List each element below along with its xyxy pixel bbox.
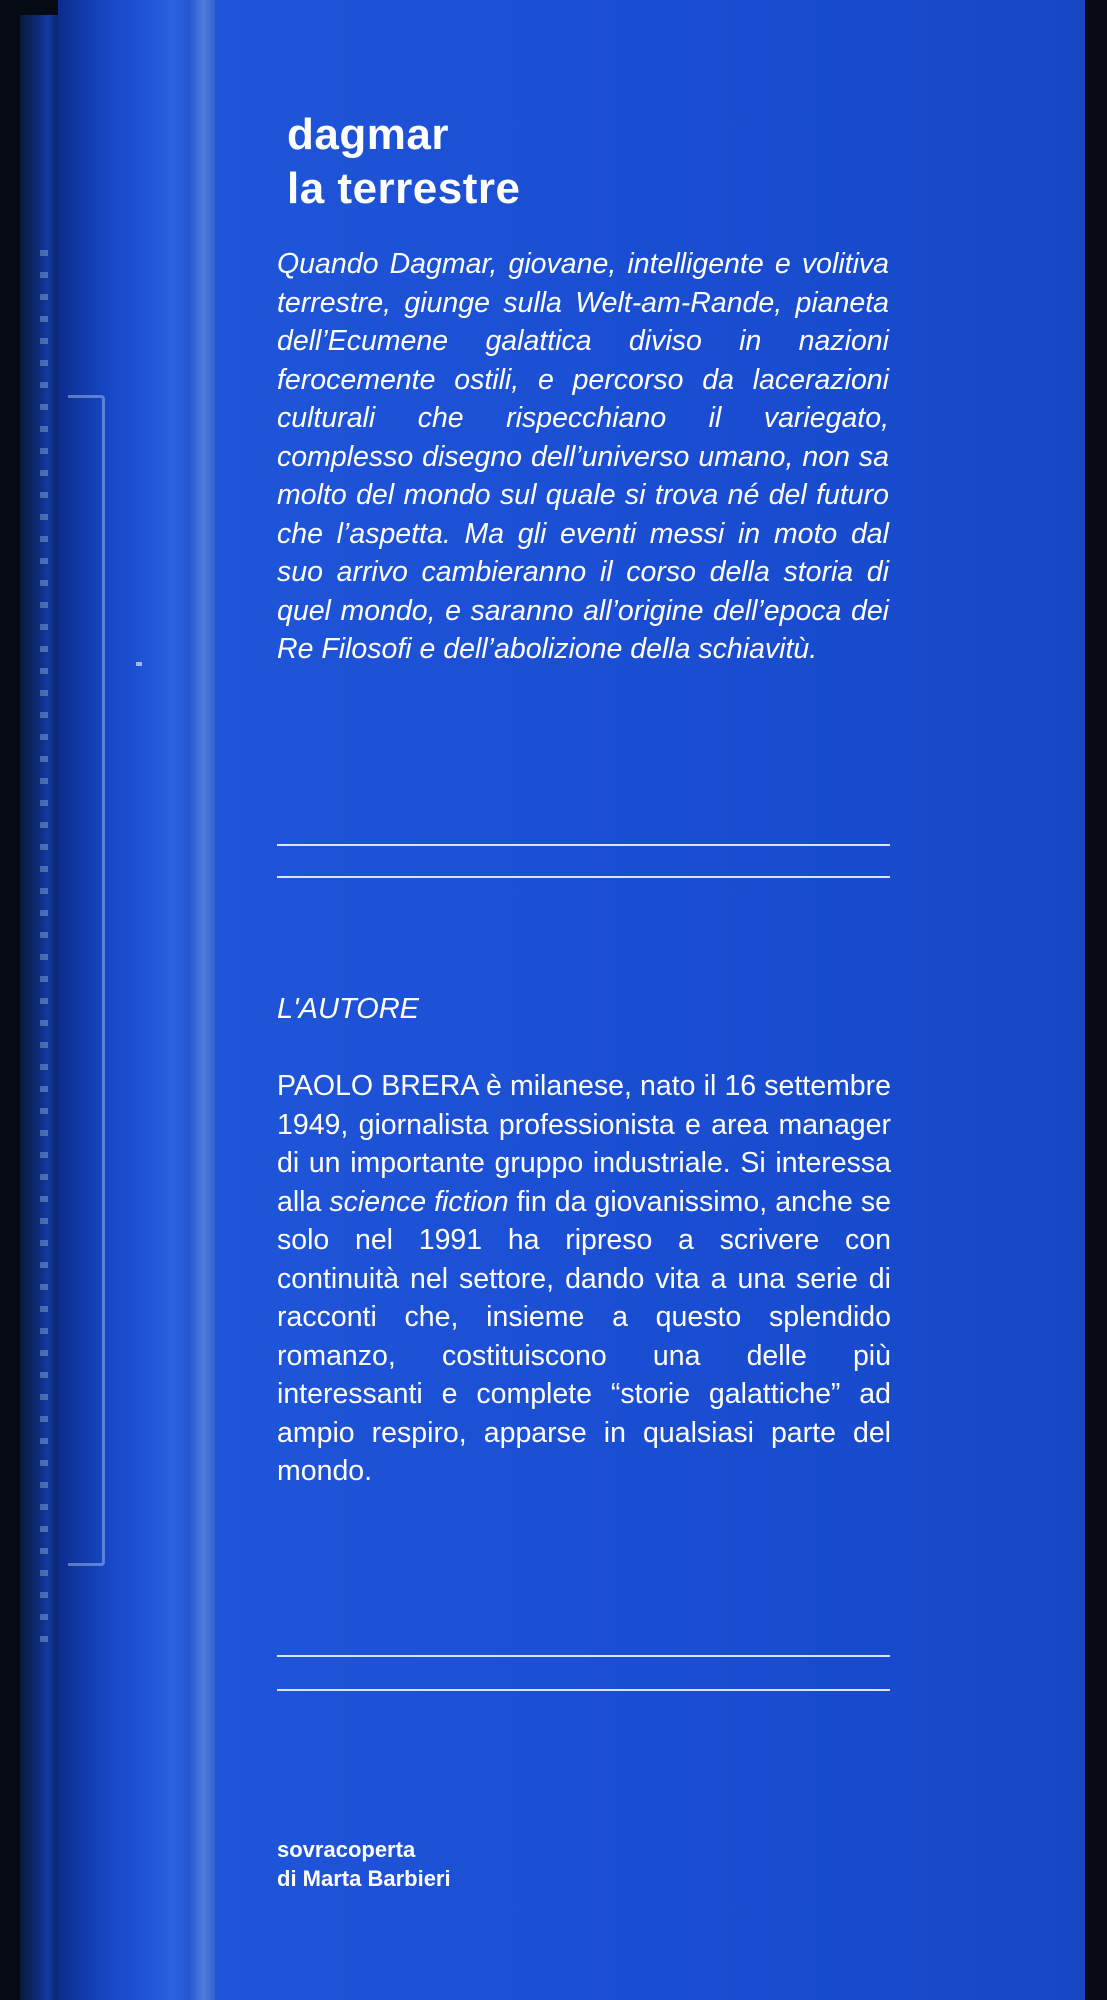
divider-rule [277, 844, 890, 846]
author-bio [277, 1067, 891, 1491]
cover-credit [277, 1835, 677, 1893]
right-edge [1085, 0, 1107, 2000]
author-bio-text: fin da giovanissimo, anche se solo nel 1991 ha ripreso a scrivere con continuità nel settore, dando vita a una serie di racconti che, insieme a questo splendido romanzo, costituiscono una delle più interessanti e complete “storie galattiche” ad ampio respiro, apparse in qualsiasi parte del mondo. [277, 1185, 891, 1487]
credit-line1: sovracoperta [277, 1837, 416, 1862]
book-title [287, 108, 787, 216]
spine-frame-border [68, 395, 105, 1566]
book-description: Quando Dagmar, giovane, intelligente e volitiva terrestre, giunge sulla Welt-am-Rande, pianeta dell’Ecumene galattica diviso in nazioni ferocemente ostili, e percorso da lacerazioni culturali che rispecchiano il variegato, complesso disegno dell’universo umano, non sa molto del mondo sul quale si trova né del futuro che l’aspetta. Ma gli eventi messi in moto dal suo arrivo cambieranno il corso della storia di quel mondo, e saranno all’origine dell’epoca dei Re Filosofi e dell’abolizione della schiavitù. [277, 248, 889, 665]
book-title-line2: la terrestre [287, 164, 521, 213]
divider-rule [277, 876, 890, 878]
paper-mark [136, 662, 142, 666]
divider-rule [277, 1655, 890, 1657]
author-heading: L'AUTORE [277, 993, 419, 1025]
book-title-line1: dagmar [287, 110, 449, 159]
page-edge-marks [40, 250, 48, 1650]
credit-line2: di Marta Barbieri [277, 1866, 451, 1891]
author-bio-italic-phrase: science fiction [329, 1185, 509, 1218]
author-bio-text: PAOLO BRERA è milanese, nato il 16 settembre 1949, giornalista professionista e area manager di un importante gruppo industriale. Si interessa alla [277, 1070, 891, 1218]
divider-rule [277, 1689, 890, 1691]
